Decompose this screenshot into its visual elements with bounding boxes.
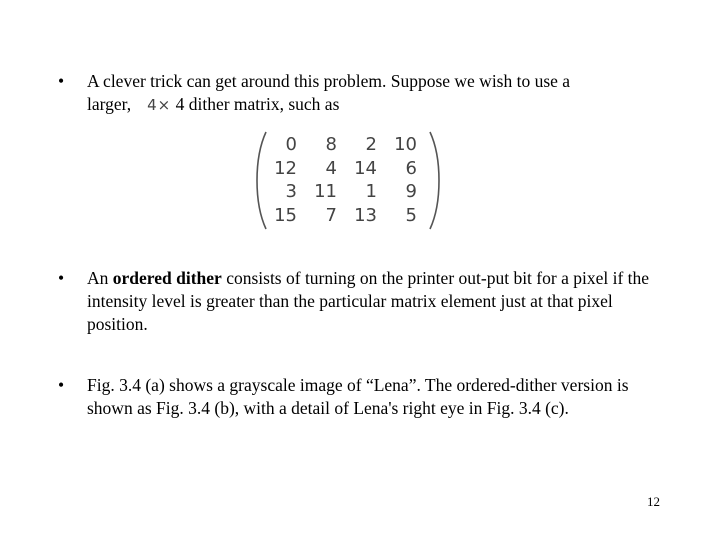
matrix-cell: 4 xyxy=(325,157,337,179)
dimension-a: 4 xyxy=(147,96,158,114)
ordered-dither-term: ordered dither xyxy=(112,268,222,288)
matrix-cell: 7 xyxy=(325,204,337,226)
dither-matrix xyxy=(252,128,444,233)
matrix-cell: 12 xyxy=(274,157,297,179)
matrix-cell: 11 xyxy=(314,181,337,202)
bullet-dot: • xyxy=(58,268,65,288)
matrix-cell: 5 xyxy=(405,204,417,226)
matrix-cell: 0 xyxy=(285,134,297,155)
matrix-dimension xyxy=(136,96,172,114)
bullet-dot: • xyxy=(58,375,65,395)
matrix-cell: 2 xyxy=(365,134,377,155)
bullet-text: Fig. 3.4 (a) shows a grayscale image of “Lena”. The ordered-dither version is shown as Fig. 3.4 (b), with a detail of Lena's right eye in Fig. 3.4 (c). xyxy=(87,375,629,418)
matrix-cell: 1 xyxy=(365,181,377,202)
bullet-2-rest: consists of turning on the printer out-put bit for a pixel if the intensity level is greater than the particular matrix element just at that pixel position. xyxy=(87,268,650,334)
bullet-dot: • xyxy=(58,71,65,91)
bullet-2-start: An xyxy=(87,268,109,288)
dimension-b: 4 xyxy=(175,94,185,114)
matrix-cell: 9 xyxy=(405,181,417,202)
times-symbol: × xyxy=(157,96,172,114)
bullet-1-line-1: A clever trick can get around this problem. Suppose we wish to use a xyxy=(87,71,571,91)
matrix-cell: 8 xyxy=(325,134,337,155)
matrix-cell: 3 xyxy=(285,181,297,202)
matrix-cell: 10 xyxy=(394,134,417,155)
matrix-cell: 13 xyxy=(354,204,377,226)
bullet-text xyxy=(87,267,667,336)
matrix-grid xyxy=(267,133,421,227)
matrix-cell: 15 xyxy=(274,204,297,226)
bullet-text xyxy=(87,70,667,117)
matrix-cell: 6 xyxy=(405,157,417,179)
bullet-1-line-2-end: dither matrix, such as xyxy=(188,94,340,114)
page-number: 12 xyxy=(647,494,660,509)
bullet-1-line-2-start: larger, xyxy=(87,94,132,114)
matrix-cell: 14 xyxy=(354,157,377,179)
